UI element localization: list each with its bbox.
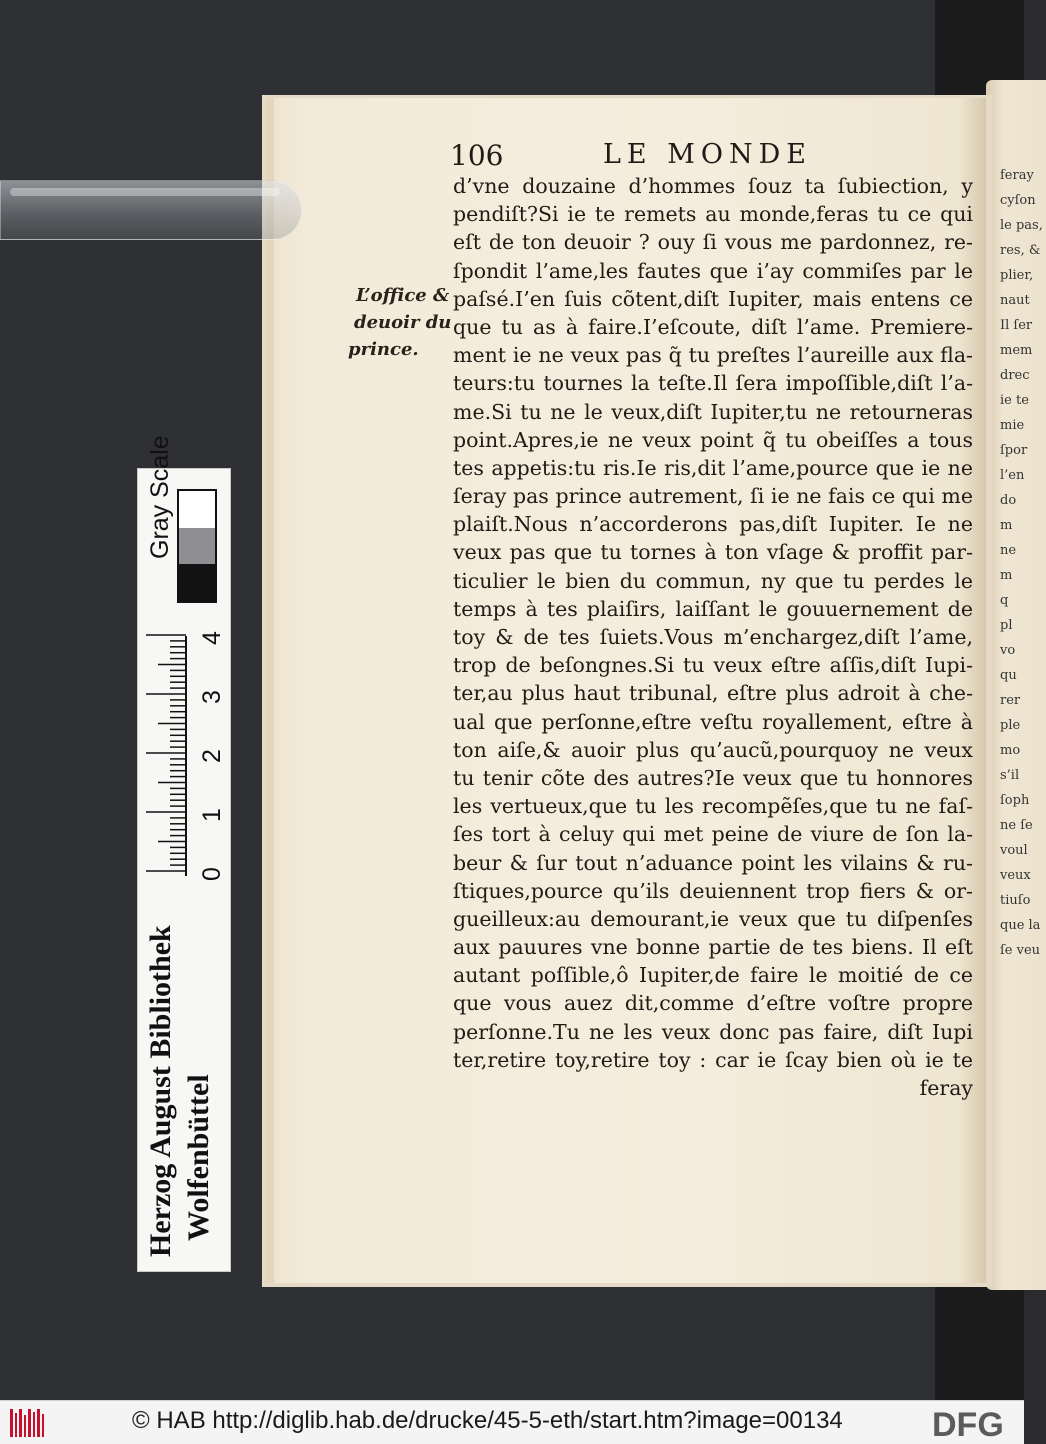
- text-line: veux pas que tu tornes à ton vſage & proffit par-: [453, 540, 973, 565]
- text-line: gueilleux:au demourant,ie veux que tu diſpenſes: [453, 906, 973, 931]
- ruler-number: 2: [198, 749, 226, 763]
- text-line: autant poſſible,ô Iupiter,de faire le moitié de ce: [453, 963, 973, 988]
- facing-page-fragment: rer: [1000, 693, 1021, 708]
- gray-scale-label: Gray Scale: [146, 435, 174, 559]
- facing-page-fragment: voul: [1000, 843, 1028, 858]
- text-line: ſeray pas prince autrement, ſi ie ne fais ce qui me: [453, 484, 973, 509]
- ruler-number: 3: [198, 690, 226, 704]
- facing-page-fragment: q: [1000, 593, 1009, 608]
- facing-page-fragment: drec: [1000, 368, 1030, 383]
- institution-location: Wolfenbüttel: [182, 1074, 215, 1241]
- facing-page-fragment: naut: [1000, 293, 1030, 308]
- copyright-link[interactable]: © HAB http://diglib.hab.de/drucke/45-5-eth/start.htm?image=00134: [132, 1407, 843, 1434]
- margin-note-line: prince.: [348, 339, 419, 360]
- text-line: ual que perſonne,eſtre veſtu royallement, eſtre à: [453, 709, 973, 734]
- page-header: [450, 139, 840, 175]
- facing-page-fragment: res, &: [1000, 243, 1041, 258]
- institution-name: Herzog August Bibliothek: [144, 925, 177, 1257]
- margin-note-line: L’office &: [356, 285, 450, 306]
- text-line: ſes tort à celuy qui met peine de viure de ſon la-: [453, 822, 973, 847]
- page-number: 106: [450, 139, 504, 172]
- facing-page-fragment: do: [1000, 493, 1017, 508]
- dfg-logo-text: DFG: [932, 1406, 1004, 1444]
- text-line: ſtiques,pource qu’ils deuiennent trop fiers & or-: [453, 878, 973, 903]
- facing-page-fragment: ſoph: [1000, 793, 1030, 808]
- glass-clamp-highlight: [10, 188, 280, 196]
- margin-note-line: deuoir du: [354, 312, 452, 333]
- facing-page-fragment: l’en: [1000, 468, 1025, 483]
- facing-page-text: [1000, 168, 1043, 968]
- text-line: perſonne.Tu ne les veux donc pas faire, diſt Iupi: [453, 1019, 973, 1044]
- facing-page-fragment: ſe veu: [1000, 943, 1041, 958]
- text-line: ter,retire toy,retire toy : car ie ſcay bien où ie te: [453, 1047, 973, 1072]
- text-line: me.Si tu ne le veux,diſt Iupiter,tu ne retourneras: [453, 399, 973, 424]
- color-scale-bar: [137, 435, 231, 1272]
- gray-patch-black: [179, 564, 215, 601]
- footer-bar: [0, 1400, 1024, 1444]
- gray-patch-white: [179, 491, 215, 528]
- facing-page-fragment: s’il: [1000, 768, 1020, 783]
- facing-page-fragment: Il ſer: [1000, 318, 1033, 333]
- text-line: tu tenir cõte des autres?Ie veux que tu honnores: [453, 765, 973, 790]
- gray-scale-patches: [177, 489, 217, 603]
- gray-patch-mid: [179, 528, 215, 565]
- dfg-logo-icon: [930, 1405, 1016, 1444]
- ruler-number: 4: [198, 631, 226, 645]
- text-line: temps à tes plaiſirs, laiſſant le gouuernement de: [453, 596, 973, 621]
- facing-page-fragment: que la: [1000, 918, 1041, 933]
- text-line: aux pauures vne bonne partie de tes biens. Il eſt: [453, 935, 973, 960]
- facing-page-fragment: ſpor: [1000, 443, 1028, 458]
- text-line: d’vne douzaine d’hommes ſouz ta ſubiection, y: [453, 174, 973, 198]
- facing-page-fragment: mie: [1000, 418, 1025, 433]
- text-line: que tu as à faire.I’eſcoute, diſt l’ame. Premiere-: [453, 314, 973, 339]
- text-line: feray: [919, 1076, 973, 1100]
- ruler-number: 1: [198, 808, 226, 822]
- facing-page-fragment: ne: [1000, 543, 1017, 558]
- text-line: plaiſt.Nous n’accorderons pas,diſt Iupiter. Ie ne: [453, 512, 973, 537]
- facing-page-fragment: plier,: [1000, 268, 1034, 283]
- facing-page-fragment: le pas,: [1000, 218, 1043, 233]
- facing-page-fragment: pl: [1000, 618, 1013, 633]
- text-line: trop de beſongnes.Si tu veux eſtre aſſis,diſt Iupi-: [453, 653, 973, 678]
- facing-page-fragment: ple: [1000, 718, 1021, 733]
- text-line: que vous auez dit,comme d’eſtre voſtre propre: [453, 991, 973, 1016]
- text-line: ſpondit l’ame,les fautes que i’ay commiſes par le: [453, 258, 973, 283]
- facing-page-fragment: vo: [1000, 643, 1016, 658]
- running-head: LE MONDE: [603, 139, 812, 170]
- text-line: ter,au plus haut tribunal, eſtre plus adroit à che-: [453, 681, 973, 706]
- text-line: point.Apres,ie ne veux point q̃ tu obeiſſes a tous: [453, 427, 973, 452]
- text-line: ticulier le bien du commun, ny que tu perdes le: [453, 568, 973, 593]
- ruler-ticks: [138, 636, 190, 876]
- page-left-edge: [266, 98, 274, 1283]
- text-line: beur & ſur tout n’aduance point les vilains & ru-: [453, 850, 973, 875]
- facing-page-fragment: feray: [1000, 168, 1034, 183]
- text-line: pendiſt?Si ie te remets au monde,feras tu ce qui: [453, 202, 973, 227]
- text-line: ton aiſe,& auoir plus qu’aucũ,pourquoy ne veux: [453, 737, 973, 762]
- facing-page-fragment: tiuſo: [1000, 893, 1031, 908]
- facing-page-fragment: cyſon: [1000, 193, 1036, 208]
- facing-page-fragment: mem: [1000, 343, 1033, 358]
- body-text: [453, 172, 973, 1102]
- text-line: tes appetis:tu ris.Ie ris,dit l’ame,pource que ie ne: [453, 455, 973, 480]
- text-line: les vertueux,que tu les recompẽſes,que tu ne faſ-: [453, 794, 973, 819]
- facing-page-fragment: ne ſe: [1000, 818, 1033, 833]
- text-line: ment ie ne veux pas q̃ tu preſtes l’aureille aux fla-: [453, 343, 973, 368]
- text-line: toy & de tes ſuiets.Vous m’enchargez,diſt l’ame,: [453, 625, 973, 649]
- facing-page-fragment: m: [1000, 568, 1013, 583]
- margin-note: [346, 285, 458, 366]
- text-line: eſt de ton deuoir ? ouy ſi vous me pardonnez, re-: [453, 230, 973, 255]
- hab-logo-icon: [10, 1409, 46, 1437]
- facing-page-fragment: ie te: [1000, 393, 1029, 408]
- ruler-number: 0: [198, 867, 226, 881]
- text-line: teurs:tu tournes la teſte.Il ſera impoſſible,diſt l’a-: [453, 371, 973, 396]
- text-line: paſsé.I’en ſuis cõtent,diſt Iupiter, mais entens ce: [453, 286, 973, 311]
- facing-page-fragment: mo: [1000, 743, 1021, 758]
- facing-page-fragment: veux: [1000, 868, 1031, 883]
- facing-page-fragment: qu: [1000, 668, 1017, 683]
- facing-page-fragment: m: [1000, 518, 1013, 533]
